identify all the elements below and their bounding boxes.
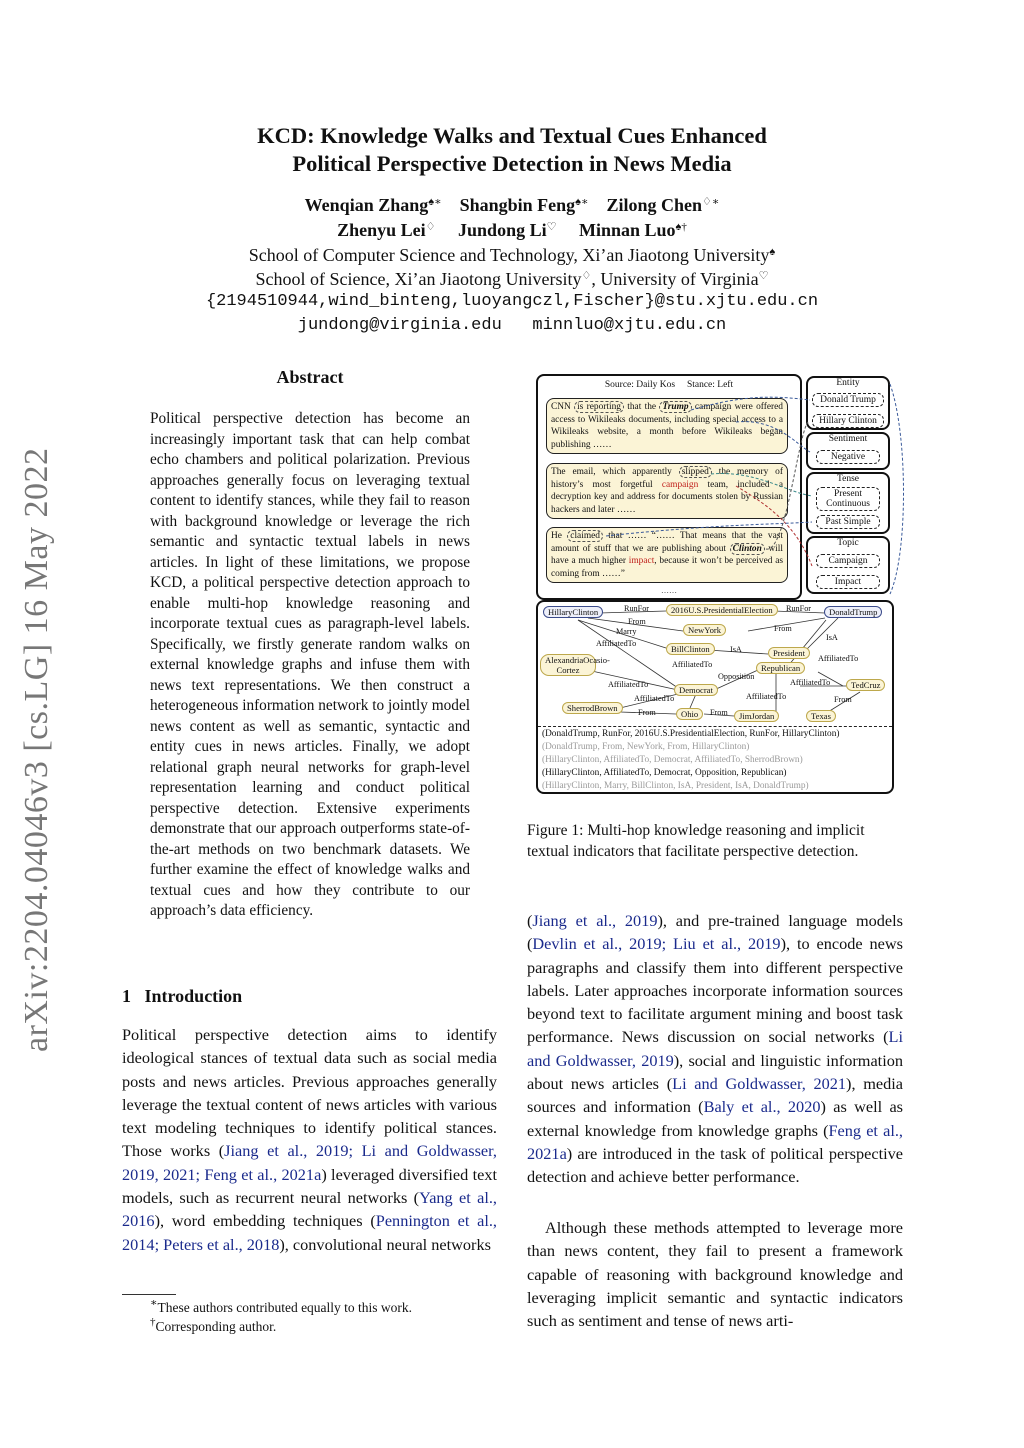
label-heading: Entity [836, 378, 860, 388]
abstract-text: Political perspective detection has become an increasingly important task that can help combat echo chambers and political polarization. Previous approaches generally focus on leveraging textual content to identify stances, while they fail to reason with background knowledge or leverage the rich semantic and syntactic textual labels in news articles. In light of these limitations, we propose KCD, a political perspective detection approach to enable multi-hop knowledge reasoning and incorporate textual cues as paragraph-level labels. Specifically, we firstly generate random walks on external knowledge graphs and infuse them with news text representations. We then construct a heterogeneous information network to jointly model news content as well as semantic, syntactic and entity cues in news articles. Finally, we adopt relational graph neural networks for graph-level representation learning and conduct political perspective detection. Extensive experiments demonstrate that our approach outperforms state-of-the-art methods on two benchmark datasets. We further examine the effect of knowledge walks and textual cues and how they contribute to our approach’s data efficiency. [150, 410, 470, 919]
affiliation-2 [0, 264, 1024, 291]
para-text: will have a much higher [551, 543, 783, 567]
entity-cue: Trump [659, 401, 691, 413]
sentiment-label: Negative [816, 450, 880, 464]
kg-edge-label: RunFor [624, 604, 650, 613]
article-source: Source: Daily Kos [604, 380, 676, 390]
body-text: ), to encode news paragraphs and classify them into different perspective labels. Later approaches incorporate information sources beyond text to facilitate argument mining and boost task performance. News discussion on social networks ( [527, 934, 903, 1047]
body-text: ) leveraged diversified text models, such as recurrent neural networks ( [122, 1164, 498, 1208]
topic-label: Impact [816, 575, 880, 589]
author-mark: ♡ [546, 221, 557, 233]
para-text: He [551, 531, 568, 541]
author-name: Jundong Li [458, 220, 547, 240]
citation-link[interactable]: Jiang et al., 2019 [532, 911, 658, 930]
affiliation-mark: ♡ [758, 270, 769, 282]
kg-node: Ohio [676, 708, 703, 720]
connector-arrows [536, 374, 906, 604]
para-text: that the [623, 402, 660, 412]
label-heading: Topic [837, 538, 859, 548]
tense-label: Past Simple [816, 515, 880, 529]
kg-node: HillaryClinton [543, 606, 603, 618]
affiliation-1 [0, 240, 1024, 267]
footnote-mark: † [150, 1316, 156, 1328]
author-name: Zilong Chen [606, 195, 702, 215]
kg-edge-label: IsA [730, 645, 742, 654]
body-text: ), media sources and information ( [527, 1074, 903, 1117]
kg-node: Republican [756, 662, 805, 674]
author-mark: ♠∗ [575, 196, 589, 208]
author-mark: ♢∗ [701, 196, 720, 208]
kg-edge-label: AffiliatedTo [608, 680, 649, 689]
entity-label: Hillary Clinton [812, 414, 884, 428]
topic-label: Campaign [816, 554, 880, 568]
knowledge-walk: (HillaryClinton, Marry, BillClinton, IsA, President, IsA, DonaldTrump) [542, 781, 809, 791]
section-heading [122, 986, 242, 1007]
kg-node: 2016U.S.PresidentialElection [666, 604, 778, 616]
para-text: CNN [551, 402, 575, 412]
more-ellipsis: …… [661, 586, 677, 595]
figure-caption: Figure 1: Multi-hop knowledge reasoning and implicit textual indicators that facilitate perspective detection. [527, 822, 865, 860]
topic-cue: impact [628, 556, 655, 567]
paper-title [0, 122, 1024, 178]
kg-node: Democrat [674, 684, 718, 696]
intro-paragraph-1-cont [527, 909, 903, 1189]
knowledge-walk: (HillaryClinton, AffiliatedTo, Democrat, Opposition, Republican) [542, 768, 787, 778]
email-line-2: jundong@virginia.edu minnluo@xjtu.edu.cn [297, 316, 727, 335]
author-mark: ♠∗ [428, 196, 442, 208]
section-title: Introduction [144, 986, 243, 1006]
intro-paragraph-2: Although these methods attempted to leverage more than news content, they fail to present a framework capable of reasoning with background knowledge and leveraging implicit semantic and syntactic indicators such as sentiment and tense of news arti- [527, 1218, 903, 1331]
tense-cue: is reporting [574, 401, 624, 413]
kg-edge-label: AffiliatedTo [596, 639, 637, 648]
figure-1 [536, 374, 906, 793]
kg-node: NewYork [683, 624, 726, 636]
title-line-1: KCD: Knowledge Walks and Textual Cues Enhanced [257, 123, 767, 148]
intro-paragraph-1 [122, 1023, 497, 1256]
kg-node: SherrodBrown [562, 702, 623, 714]
affiliation-mark: ♢ [581, 270, 592, 282]
footnote-text: These authors contributed equally to this work. [157, 1300, 413, 1315]
author-name: Minnan Luo [578, 220, 676, 240]
section-number: 1 [122, 986, 131, 1006]
kg-edge-label: AffiliatedTo [634, 694, 675, 703]
label-heading: Sentiment [828, 434, 868, 444]
knowledge-walk: (DonaldTrump, RunFor, 2016U.S.PresidentialElection, RunFor, HillaryClinton) [542, 729, 840, 739]
kg-edge-label: AffiliatedTo [818, 654, 859, 663]
kg-edge-label: AffiliatedTo [672, 660, 713, 669]
kg-node: AlexandriaOcasio-Cortez [540, 654, 596, 676]
authors-line-1 [0, 190, 1024, 217]
tense-cue: claimed [567, 530, 603, 542]
email-line-1: {2194510944,wind_binteng,luoyangczl,Fischer}@stu.xjtu.edu.cn [205, 292, 819, 311]
kg-node: DonaldTrump [824, 606, 882, 618]
author-mark: ♢ [425, 221, 436, 233]
knowledge-walk: (HillaryClinton, AffiliatedTo, Democrat, AffiliatedTo, SherrodBrown) [542, 755, 803, 765]
footnote-text: Corresponding author. [155, 1319, 277, 1334]
body-text: ), social and linguistic information about news articles ( [527, 1050, 904, 1094]
kg-edge-label: From [638, 708, 656, 717]
kg-edge-label: From [834, 695, 852, 704]
body-text: ) as well as external knowledge from knowledge graphs ( [527, 1097, 904, 1140]
kg-edge-label: AffiliatedTo [790, 678, 831, 687]
kg-edge-label: AffiliatedTo [746, 692, 787, 701]
affiliation-text: , University of Virginia [591, 269, 759, 289]
tense-label: Present Continuous [816, 487, 880, 511]
author-name: Wenqian Zhang [304, 195, 429, 215]
citation-link[interactable]: Baly et al., 2020 [703, 1097, 821, 1117]
body-text: ), and pre-trained language models ( [527, 911, 904, 954]
kg-edge-label: From [710, 708, 728, 717]
article-stance: Stance: Left [686, 380, 734, 390]
kg-edge-label: IsA [826, 633, 838, 642]
author-name: Zhenyu Lei [337, 220, 426, 240]
kg-edge-label: RunFor [786, 604, 812, 613]
arxiv-stamp: arXiv:2204.04046v3 [cs.LG] 16 May 2022 [18, 447, 55, 1052]
affiliation-text: School of Science, Xi’an Jiaotong University [255, 269, 582, 289]
abstract-heading: Abstract [276, 367, 344, 387]
citation-link[interactable]: Jiang et al., 2019; Li and Goldwasser, 2019, 2021; Feng et al., 2021a [122, 1141, 497, 1184]
affiliation-mark: ♠ [769, 246, 776, 258]
authors-line-2 [0, 215, 1024, 242]
kg-edge-label: From [628, 617, 646, 626]
tense-cue: slipped [679, 466, 712, 478]
citation-link[interactable]: Feng et al., 2021a [527, 1120, 903, 1163]
body-text: ( [527, 911, 533, 930]
author-mark: ♠† [675, 221, 687, 233]
footnote-2 [150, 1313, 276, 1336]
label-heading: Tense [836, 474, 860, 484]
author-name: Shangbin Feng [459, 195, 576, 215]
citation-link[interactable]: Li and Goldwasser, 2021 [672, 1074, 847, 1094]
entity-label: Donald Trump [812, 393, 884, 407]
para-text: campaign were offered access to Wikileaks documents, including special access to a Wikileaks website, a month before Wikileaks began publishing …… [551, 402, 783, 450]
kg-node: JimJordan [734, 710, 779, 722]
para-text: that …… “…… That means that the vast amount of stuff that we are publishing about [551, 531, 783, 554]
footnote-mark: ∗ [150, 1297, 158, 1309]
body-text: ), word embedding techniques ( [154, 1211, 376, 1231]
topic-cue: campaign [661, 479, 699, 490]
entity-cue: Clinton [730, 543, 765, 555]
para-text: team, included a decryption key and address for documents stolen by Russian hackers and later …… [551, 479, 783, 515]
kg-node: Texas [806, 710, 836, 722]
title-line-2: Political Perspective Detection in News Media [292, 151, 732, 176]
affiliation-text: School of Computer Science and Technology, Xi’an Jiaotong University [248, 245, 770, 265]
para-text: , because it won’t be perceived as coming from ……” [551, 556, 784, 579]
citation-link[interactable]: Li and Goldwasser, 2019 [527, 1027, 903, 1070]
para-text: The email, which apparently [551, 467, 679, 477]
body-text: ) are introduced in the task of political perspective detection and achieve better performance. [527, 1143, 903, 1187]
citation-link[interactable]: Devlin et al., 2019; Liu et al., 2019 [532, 934, 781, 954]
citation-link[interactable]: Pennington et al., 2014; Peters et al., 2018 [122, 1211, 498, 1254]
kg-node: TedCruz [846, 679, 885, 691]
citation-link[interactable]: Yang et al., 2016 [122, 1188, 498, 1231]
body-text: Political perspective detection aims to identify ideological stances of textual data such as social media posts and news articles. Previous approaches generally leverage the textual content of news articles with various text modeling techniques to identify political stances. Those works ( [122, 1025, 497, 1161]
knowledge-graph-box [536, 600, 894, 794]
kg-edge-label: Marry [616, 627, 637, 636]
para-text: the memory of history’s most forgetful [551, 467, 783, 490]
knowledge-walk: (DonaldTrump, From, NewYork, From, HillaryClinton) [542, 742, 750, 752]
kg-edge-label: Opposition [718, 672, 755, 681]
kg-edge-label: From [774, 624, 792, 633]
body-text: ), convolutional neural networks [279, 1234, 491, 1254]
kg-node: BillClinton [666, 643, 715, 655]
kg-node: President [768, 647, 810, 659]
walk-divider [538, 726, 892, 727]
